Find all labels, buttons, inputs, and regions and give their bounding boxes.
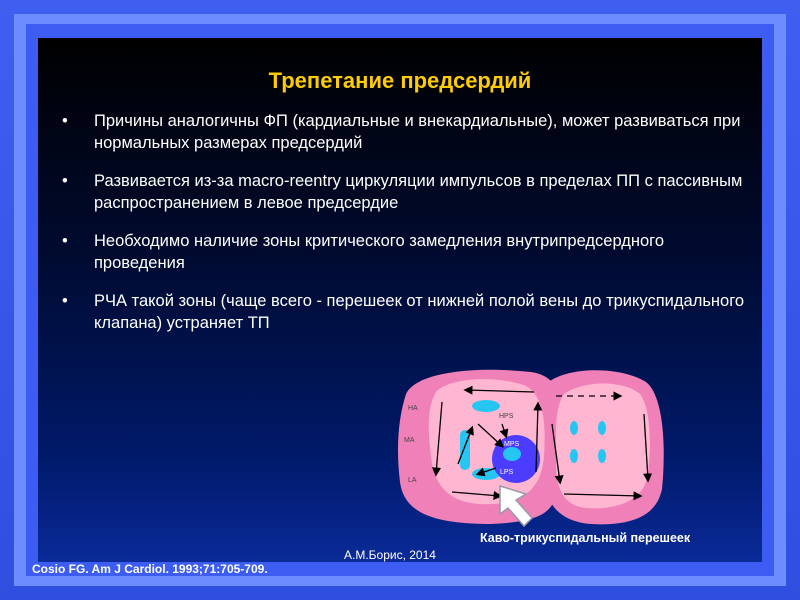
- label-la: LA: [408, 477, 417, 484]
- bullet-text: Развивается из-за macro-reentry циркуляции импульсов в пределах ПП с пассивным распространением в левое предсердие: [94, 172, 743, 212]
- bullet-text: РЧА такой зоны (чаще всего - перешеек от нижней полой вены до трикуспидального клапана) устраняет ТП: [94, 292, 745, 332]
- bullet-marker: •: [62, 112, 68, 130]
- slide-title: Трепетание предсердий: [268, 68, 532, 93]
- label-ma: MA: [404, 437, 415, 444]
- author-credit: А.М.Борис, 2014: [344, 548, 436, 562]
- bullet-text: Необходимо наличие зоны критического замедления внутрипредсердного проведения: [94, 232, 665, 272]
- label-ha: HA: [408, 405, 418, 412]
- source-citation: Cosio FG. Am J Cardiol. 1993;71:705-709.: [32, 562, 268, 576]
- bullet-item: [62, 290, 752, 334]
- bullet-marker: •: [62, 292, 68, 310]
- label-hps: HPS: [499, 413, 514, 420]
- spot-la-3: [570, 449, 578, 463]
- spot-la-1: [570, 421, 578, 435]
- atrial-flutter-diagram: [396, 364, 666, 540]
- bullet-item: [62, 110, 752, 154]
- label-lps: LPS: [500, 469, 514, 476]
- spot-mps: [503, 447, 521, 461]
- spot-hps: [472, 400, 500, 412]
- bullet-marker: •: [62, 232, 68, 250]
- left-atrium-inner: [556, 384, 650, 509]
- spot-la-2: [598, 421, 606, 435]
- spot-la-4: [598, 449, 606, 463]
- bullet-text: Причины аналогичны ФП (кардиальные и внекардиальные), может развиваться при нормальных размерах предсердий: [94, 112, 741, 152]
- diagram-caption: Каво-трикуспидальный перешеек: [480, 531, 691, 545]
- bullet-list: [62, 110, 752, 350]
- bullet-marker: •: [62, 172, 68, 190]
- bullet-item: [62, 170, 752, 214]
- label-mps: MPS: [504, 441, 520, 448]
- bullet-item: [62, 230, 752, 274]
